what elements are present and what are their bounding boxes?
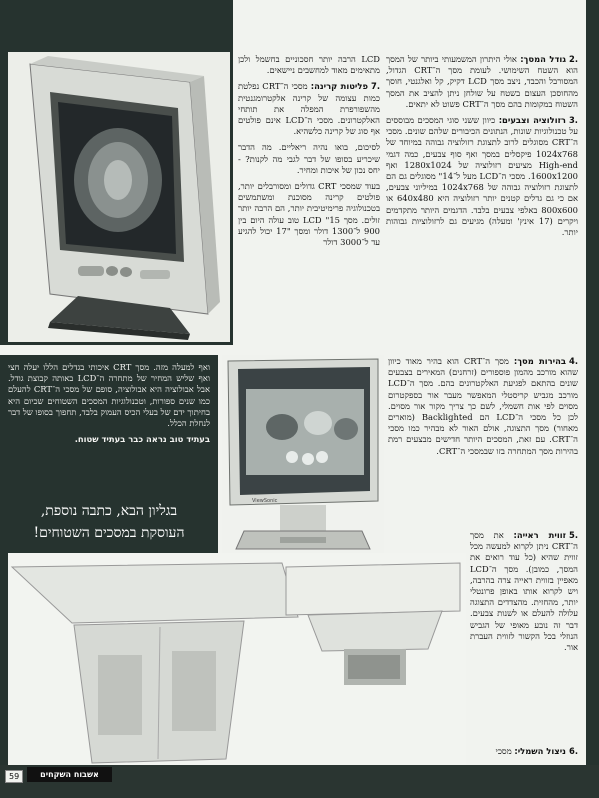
next-issue-callout [6, 500, 212, 544]
lcd-monitor-photo [222, 355, 384, 555]
item-7-title: פליטות קרינה: [310, 81, 368, 92]
right-column-middle [388, 356, 578, 462]
callout-line-2: העוסקת במסכים השטוחים! [33, 525, 185, 541]
dark-box-closing-bold: בעתיד טוב נראה כבר בעתיד שטוח. [74, 434, 210, 445]
item-5-number: .5 [568, 530, 578, 540]
right-dark-margin [586, 0, 599, 798]
item-6-number: .6 [568, 746, 578, 756]
middle-column [238, 54, 380, 253]
bottom-left-dark-margin [0, 553, 8, 765]
page-number: 59 [5, 770, 23, 783]
item-5-body: את מסך ה־CRT ניתן לקרוא למעשה מכל זווית שהיא (כל עוד רואים את המסך, כמובן). מסך ה־LCD מאפיין בזווית ראייה צרה בהרבה, ויש לקרוא אותו באופן פרונטלי יותר, מהחזית. מהצדדים התצוגה עלולה להעלם או לשנות צבעים. דבר זה נובע מאופי של הגביש הנוזלי בכל הקשור לזווית העברת אור. [470, 530, 578, 653]
item-2-body: אולי היתרון המשמעותי ביותר של המסך הוא השטח השימושי. לעומת מסך ה־CRT הגדול, המסורבל והכבד, ניצב מסך LCD דקיק, קל ואלגנטי, חוסך מהחוסכן העצום בשטח על שולחן ניתן להציב את המסך השטוח במקומות בהם מסך ה־CRT פשוט לא יתאים. [386, 54, 578, 109]
running-head: אשבוח השקחים [27, 767, 112, 782]
crt-monitor-photo [8, 52, 230, 342]
dark-box-text [8, 362, 210, 450]
item-6 [470, 746, 578, 757]
callout-line-1: בגליון הבא, כתבה נוספת, [40, 503, 178, 519]
item-6-title: ניצול השמלי: [514, 746, 566, 756]
item-3-title: רזולוציה וצבעים: [498, 115, 566, 126]
dark-box-paragraph: ואף למעלה מזה. מסך CRT איכותי בגדלים הללו יעלה חצי ואף שליש המחיר של מתחרה ה־LCD באותה קבוצת גודל. אבל אבולוציה היא אבולוציה, סופם של מסכי ה־CRT להעלם כמו שנים ספורות, וטכנולוגיות המסכים השטוחים שכיום היא בחיתוך ידם של בעלי הכיס העמוק בלבד, תחפוך בסופו של דבר לנחלת הכלל. [8, 362, 210, 429]
item-3 [386, 115, 578, 238]
item-7-body: מסכי ה־CRT נפלטת כמות עצומה של קרינה אלקטרומגנטית מהשפורפרת המפלה את תותחי האלקטרונים. מסכי ה־LCD אינם פולטים אף סוג של קרינה כלשהיא. [238, 81, 380, 137]
item-5 [470, 530, 578, 653]
right-column-last [470, 746, 578, 762]
item-5-title: זווית ראייה: [513, 530, 566, 540]
dark-box-closing [8, 434, 210, 445]
summary-paragraph-2: בעוד שמסכי CRT גדולים ומסורבלים יותר, פולטים קרינה מסוכנת ומשתמשים בטכנולוגיה פרימיטיבית יותר, הם הרבה יותר זולים. מסך LCD "15 טוב עולה היום בין 900 ל־1300 דולר ומסך "17 יכול להגיע עד ל־3000 דולר [238, 181, 380, 248]
item-7 [238, 81, 380, 137]
item-4-number: .4 [568, 356, 578, 366]
monitor-brand-label: ViewSonic [252, 498, 278, 504]
right-column-top [386, 54, 578, 243]
item-2-number: .2 [569, 54, 579, 64]
item-4 [388, 356, 578, 457]
item-3-body: כיוון ששני סוגי המסכים מבוססים על טכנולוגיות שונות, הנתונים הכיבורים שלהם שונים. מסכי ה־CRT מסוגלים לרוב לתצוגת רזולוציה גבוהה במיוחד של 1024x768 פיקסלים במסך ואף סוף צבעים, כמה דגמי High-end מציעים רזולוציה של 1280x1024 ואף 1600x1200. מסכי ה־LCD מעל ל־14" מסוגלים גם הם לתצוגת רזולוציה גבוהה של 1024x768 במיליוני צבעים, אם כי גם גדלים קטנים יותר רזולוציה היא 640x480 או 800x600 באלפי צבעים בלבד. הדגמים היותר מתקדמים ויקרים (17 אינץ' ומעלה) מגיעים גם לרזולוציות גבוהות יותר. [386, 115, 578, 238]
item-3-number: .3 [568, 115, 578, 126]
item-2 [386, 54, 578, 110]
flat-panel-sketches-image [8, 553, 466, 765]
item-4-title: בהירות מסך: [513, 356, 566, 366]
right-column-bottom [470, 530, 578, 658]
item-2-title: גודל המסך: [520, 54, 566, 64]
item-4-body: מסך ה־CRT הוא בהיר מאוד כיוון שהוא מורכב מהמון פוספורים (זרחנים) המאירים בצבעים שונים בהתאם לפגיעת האלקטרונים בהם. מסך ה־LCD מורכב מגביש קריסטלי המאפשר מעבר אור בספקטרום מסוים לפי אות חשמלי, לשם כך צריך מקור אור מסוים. לכן כל מסכי ה־LCD הם Backlighted (מוארים מאחור) מסך התצוגה, אולם האור לא מבהיר כמו מסכי ה־CRT. עם זאת, המסכים היותר חדישים מבצעים רמת בהירות מסך המתחרה בזו שבמסכי ה־CRT. [388, 356, 578, 456]
item-6-body: מסכי [495, 746, 512, 756]
lcd-monitor-image [222, 355, 384, 555]
item-7-number: .7 [370, 81, 380, 92]
crt-monitor-image [8, 52, 230, 342]
flat-panel-sketches [8, 553, 466, 765]
summary-paragraph-1: לסיכום, בואו נהיה ריאליים. מה הדבר שיכריע בסופו של דבר לגבי מה לקנות? - יחס נכון של איכות ומחיר. [238, 142, 380, 175]
continued-text: LCD הרבה יותר חסכוניים בחשמל ולכן מתאימים מאוד למחשבים ניישאים. [238, 54, 380, 76]
